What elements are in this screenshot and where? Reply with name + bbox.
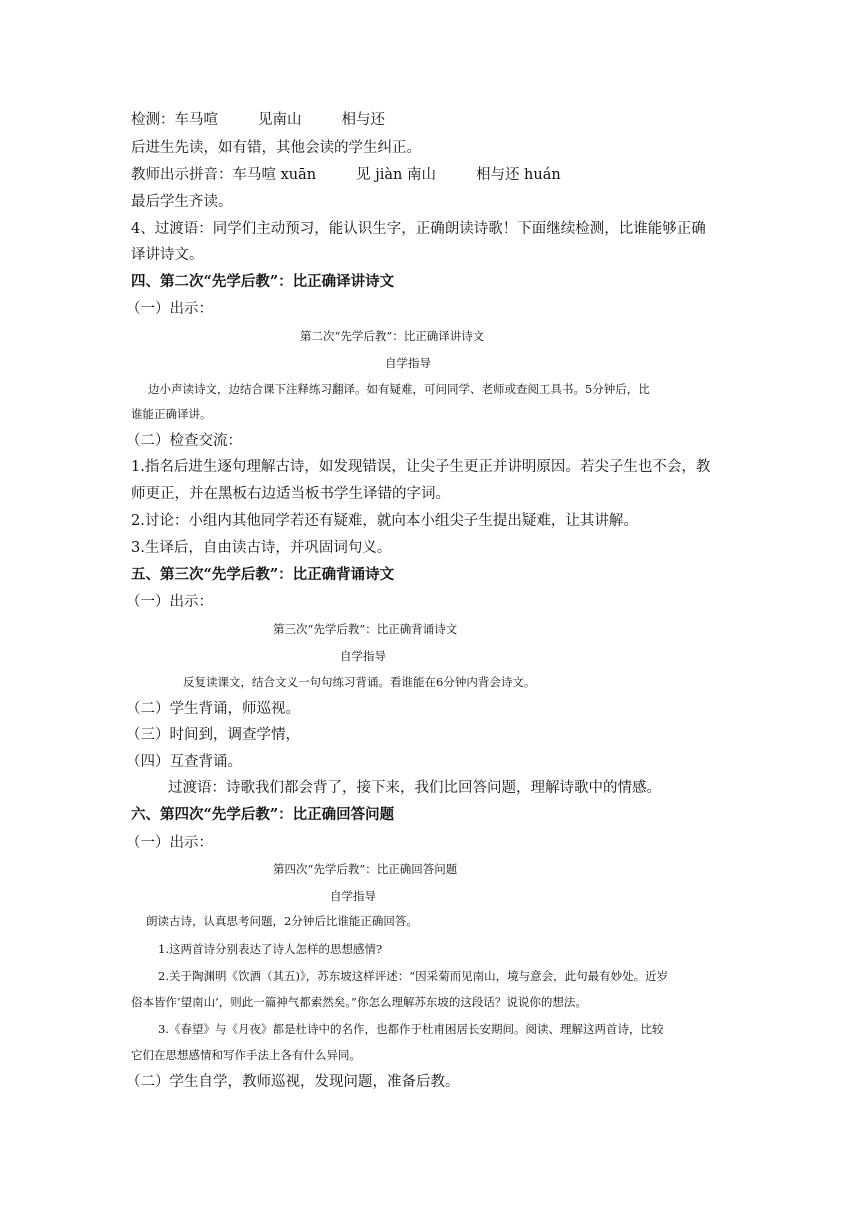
box-text: 谁能正确译讲。 — [131, 407, 212, 421]
paragraph-line: （二）学生背诵，师巡视。 — [126, 701, 300, 717]
box-title: 第二次“先学后教”：比正确译讲诗文 — [300, 329, 485, 343]
pinyin-word: 见 jiàn 南山 — [356, 167, 436, 183]
pinyin-line — [131, 165, 561, 185]
question-item: 2.关于陶渊明《饮酒（其五)》，苏东坡这样评述：“因采菊而见南山，境与意会，此句最有妙处。近岁 — [158, 969, 669, 983]
paragraph-line: 最后学生齐读。 — [131, 194, 233, 210]
box-subtitle: 自学指导 — [330, 889, 376, 903]
box-title: 第三次“先学后教”：比正确背诵诗文 — [273, 622, 458, 636]
check-line — [131, 110, 385, 130]
check-label: 检测：车马喧 — [131, 112, 218, 128]
section-heading: 六、第四次“先学后教”：比正确回答问题 — [131, 806, 395, 823]
paragraph-line: 后进生先读，如有错，其他会读的学生纠正。 — [131, 140, 421, 156]
paragraph-line: 过渡语：诗歌我们都会背了，接下来，我们比回答问题，理解诗歌中的情感。 — [168, 780, 661, 796]
section-heading: 四、第二次“先学后教”：比正确译讲诗文 — [131, 273, 395, 290]
paragraph-line: （二）检查交流： — [126, 433, 242, 449]
paragraph-line: 2.讨论：小组内其他同学若还有疑难，就向本小组尖子生提出疑难，让其讲解。 — [131, 513, 638, 529]
pinyin-word: 相与还 huán — [475, 167, 561, 183]
paragraph-line: 3.生译后，自由读古诗，并巩固词句义。 — [131, 540, 392, 556]
pinyin-lead: 教师出示拼音：车马喧 xuān — [131, 167, 317, 183]
section-heading: 五、第三次“先学后教”：比正确背诵诗文 — [131, 566, 395, 583]
paragraph-line: （一）出示： — [126, 594, 213, 610]
question-item: 1.这两首诗分别表达了诗人怎样的思想感情? — [158, 942, 383, 956]
box-text: 反复读课文，结合文义一句句练习背诵。看谁能在6分钟内背会诗文。 — [183, 675, 536, 689]
paragraph-line: 4、过渡语：同学们主动预习，能认识生字，正确朗读诗歌！下面继续检测，比谁能够正确 — [131, 221, 706, 237]
paragraph-line: （四）互查背诵。 — [126, 754, 242, 770]
check-word: 相与还 — [341, 112, 385, 128]
paragraph-line: （一）出示： — [126, 301, 213, 317]
paragraph-line: 1.指名后进生逐句理解古诗，如发现错误，让尖子生更正并讲明原因。若尖子生也不会，教 — [131, 459, 711, 475]
box-subtitle: 自学指导 — [385, 356, 431, 370]
question-item: 3.《春望》与《月夜》都是杜诗中的名作，也都作于杜甫困居长安期间。阅读、理解这两首诗，比较 — [158, 1022, 664, 1036]
box-text: 边小声读诗文，边结合课下注释练习翻译。如有疑难，可问同学、老师或查阅工具书。5分钟后，比 — [148, 382, 650, 396]
paragraph-line: （三）时间到，调查学情， — [126, 727, 300, 743]
box-text: 朗读古诗，认真思考问题，2分钟后比谁能正确回答。 — [146, 914, 418, 928]
box-subtitle: 自学指导 — [340, 649, 386, 663]
question-item: 俗本皆作‘望南山’，则此一篇神气都索然矣。”你怎么理解苏东坡的这段话？说说你的想法。 — [131, 995, 587, 1009]
paragraph-line: （一）出示： — [126, 835, 213, 851]
box-title: 第四次“先学后教”：比正确回答问题 — [273, 862, 458, 876]
check-word: 见南山 — [258, 112, 302, 128]
paragraph-line: 译讲诗文。 — [131, 247, 204, 263]
paragraph-line: 师更正，并在黑板右边适当板书学生译错的字词。 — [131, 486, 450, 502]
paragraph-line: （二）学生自学，教师巡视，发现问题，准备后教。 — [126, 1074, 460, 1090]
question-item: 它们在思想感情和写作手法上各有什么异同。 — [131, 1048, 361, 1062]
